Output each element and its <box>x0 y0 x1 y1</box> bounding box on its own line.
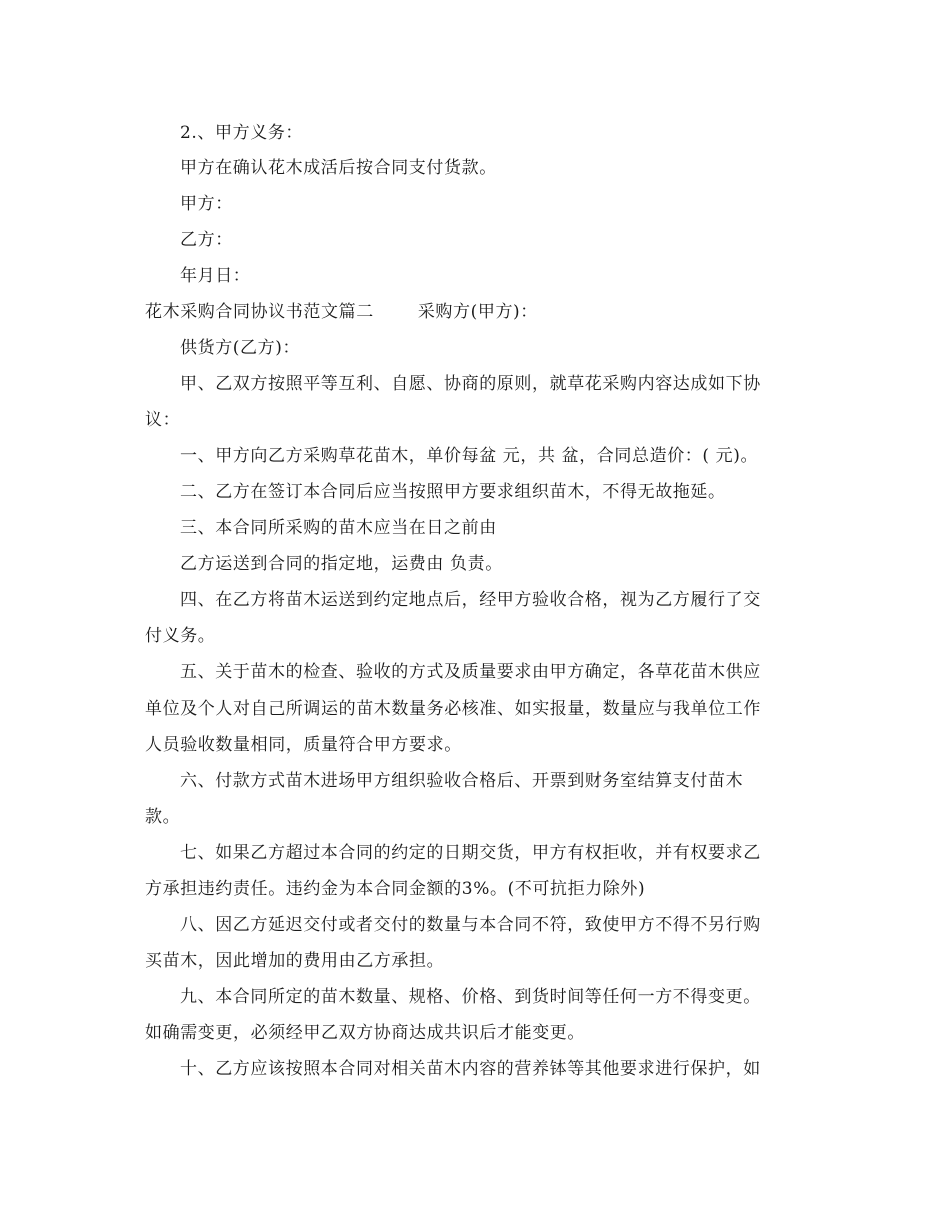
section-title-line <box>145 302 805 322</box>
paragraph-line: 甲方在确认花木成活后按合同支付货款。 <box>180 158 497 178</box>
paragraph-line: 甲、乙双方按照平等互利、自愿、协商的原则，就草花采购内容达成如下协 <box>180 374 761 394</box>
paragraph-line: 四、在乙方将苗木运送到约定地点后，经甲方验收合格，视为乙方履行了交 <box>180 590 761 610</box>
paragraph-line: 九、本合同所定的苗木数量、规格、价格、到货时间等任何一方不得变更。 <box>180 987 761 1007</box>
paragraph-line: 甲方： <box>180 194 233 214</box>
purchaser-label: 采购方(甲方)： <box>417 302 538 322</box>
paragraph-line: 款。 <box>145 807 181 827</box>
paragraph-line: 二、乙方在签订本合同后应当按照甲方要求组织苗木，不得无故拖延。 <box>180 482 726 502</box>
paragraph-line: 八、因乙方延迟交付或者交付的数量与本合同不符，致使甲方不得不另行购 <box>180 915 761 935</box>
paragraph-line: 如确需变更，必须经甲乙双方协商达成共识后才能变更。 <box>145 1023 585 1043</box>
paragraph-line: 人员验收数量相同，质量符合甲方要求。 <box>145 735 462 755</box>
section-title: 花木采购合同协议书范文篇二 <box>145 302 374 322</box>
paragraph-line: 一、甲方向乙方采购草花苗木，单价每盆 元，共 盆，合同总造价：( 元)。 <box>180 446 759 466</box>
paragraph-line: 三、本合同所采购的苗木应当在日之前由 <box>180 518 497 538</box>
paragraph-line: 2.、甲方义务： <box>180 123 304 143</box>
paragraph-line: 付义务。 <box>145 626 216 646</box>
paragraph-line: 买苗木，因此增加的费用由乙方承担。 <box>145 951 445 971</box>
paragraph-line: 乙方运送到合同的指定地，运费由 负责。 <box>180 554 503 574</box>
paragraph-line: 十、乙方应该按照本合同对相关苗木内容的营养钵等其他要求进行保护，如 <box>180 1059 761 1079</box>
paragraph-line: 方承担违约责任。违约金为本合同金额的3%。(不可抗拒力除外) <box>145 879 646 899</box>
paragraph-line: 年月日： <box>180 266 251 286</box>
paragraph-line: 七、如果乙方超过本合同的约定的日期交货，甲方有权拒收，并有权要求乙 <box>180 843 761 863</box>
paragraph-line: 议： <box>145 410 181 430</box>
paragraph-line: 五、关于苗木的检查、验收的方式及质量要求由甲方确定，各草花苗木供应 <box>180 662 761 682</box>
paragraph-line: 单位及个人对自己所调运的苗木数量务必核准、如实报量，数量应与我单位工作 <box>145 699 761 719</box>
paragraph-line: 乙方： <box>180 230 233 250</box>
paragraph-line: 供货方(乙方)： <box>180 338 301 358</box>
paragraph-line: 六、付款方式苗木进场甲方组织验收合格后、开票到财务室结算支付苗木 <box>180 771 744 791</box>
